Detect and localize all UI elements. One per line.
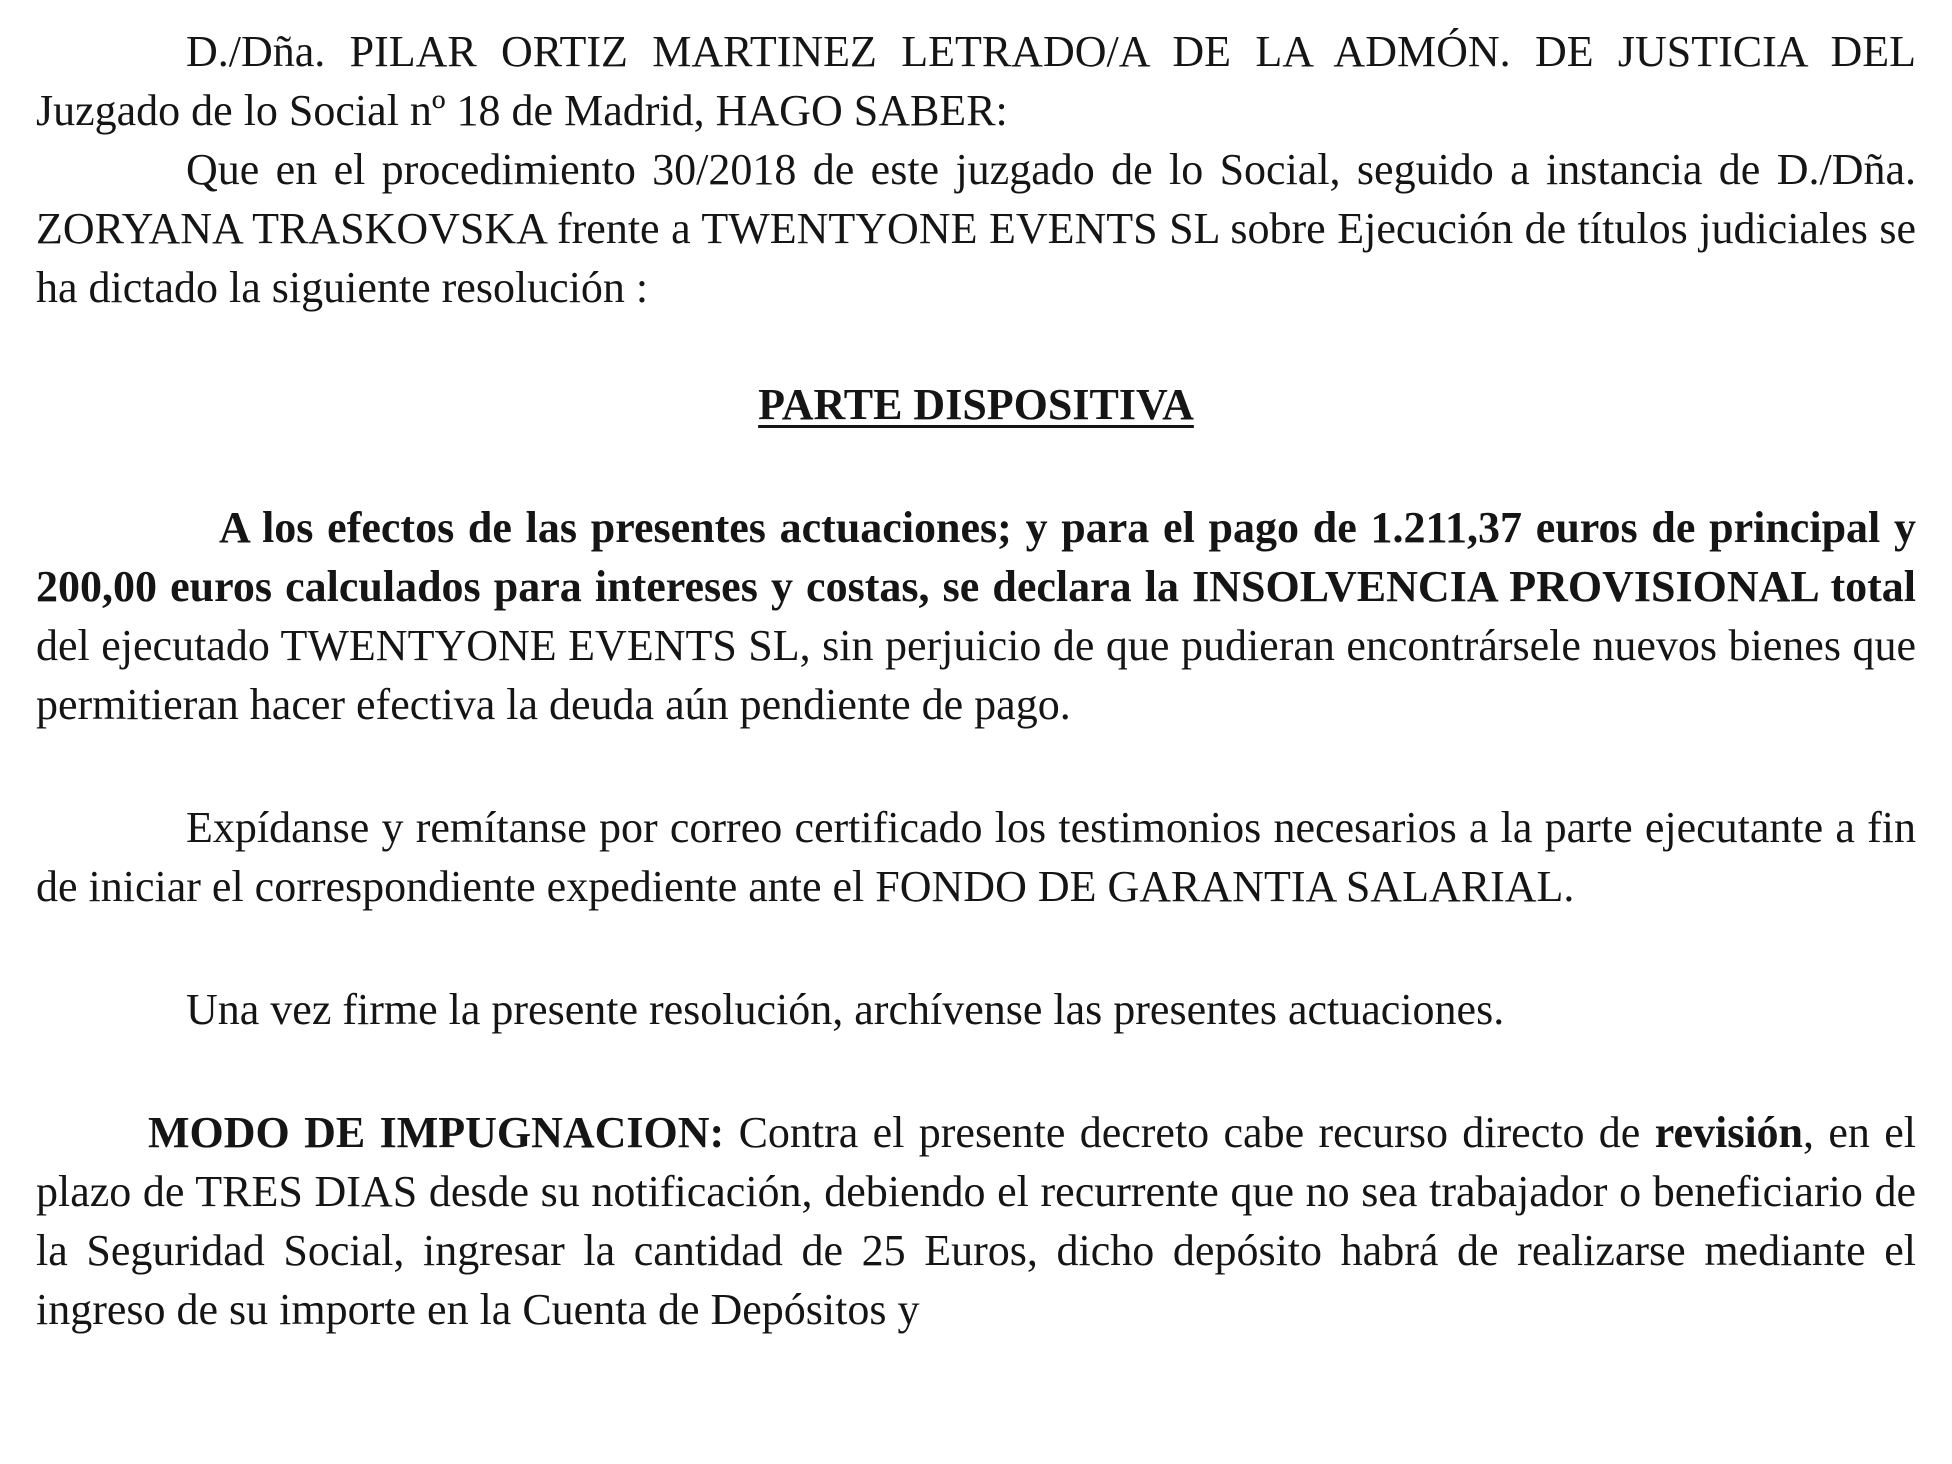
disposition-rest: del ejecutado TWENTYONE EVENTS SL, sin perjuicio de que pudieran encontrársele nuevos bienes que permitieran hacer efectiva la deuda aún pendiente de pago. [36, 621, 1916, 729]
impugnacion-paragraph [36, 1103, 1916, 1339]
intro-text-2: Que en el procedimiento 30/2018 de este juzgado de lo Social, seguido a instancia de D./Dña. ZORYANA TRASKOVSKA frente a TWENTYONE EVENTS SL sobre Ejecución de títulos judiciales se ha dictado la siguiente resolución : [36, 145, 1916, 312]
firme-text: Una vez firme la presente resolución, archívense las presentes actuaciones. [186, 985, 1505, 1034]
section-heading: PARTE DISPOSITIVA [758, 380, 1194, 429]
document-page [36, 22, 1916, 1339]
impugnacion-text-2: , en el plazo de TRES DIAS desde su notificación, debiendo el recurrente que no sea trabajador o beneficiario de la Seguridad Social, ingresar la cantidad de 25 Euros, dicho depósito habrá de realizarse mediante el ingreso de su importe en la Cuenta de Depósitos y [36, 1108, 1916, 1334]
disposition-bold-lead: A los efectos de las presentes actuaciones; y para el pago de 1.211,37 euros de principal y 200,00 euros calculados para intereses y costas, se declara la INSOLVENCIA PROVISIONAL total [36, 503, 1916, 611]
disposition-paragraph [36, 498, 1916, 734]
expidanse-text: Expídanse y remítanse por correo certificado los testimonios necesarios a la parte ejecutante a fin de iniciar el correspondiente expediente ante el FONDO DE GARANTIA SALARIAL. [36, 803, 1916, 911]
intro-paragraph-2 [36, 140, 1916, 317]
impugnacion-label: MODO DE IMPUGNACION: [148, 1108, 725, 1157]
intro-paragraph-1 [36, 22, 1916, 140]
expidanse-paragraph [36, 798, 1916, 916]
intro-text-1: D./Dña. PILAR ORTIZ MARTINEZ LETRADO/A DE LA ADMÓN. DE JUSTICIA DEL Juzgado de lo Social nº 18 de Madrid, HAGO SABER: [36, 27, 1916, 135]
firme-paragraph [36, 980, 1916, 1039]
impugnacion-text-1: Contra el presente decreto cabe recurso directo de [724, 1108, 1655, 1157]
impugnacion-bold-word: revisión [1654, 1108, 1804, 1157]
